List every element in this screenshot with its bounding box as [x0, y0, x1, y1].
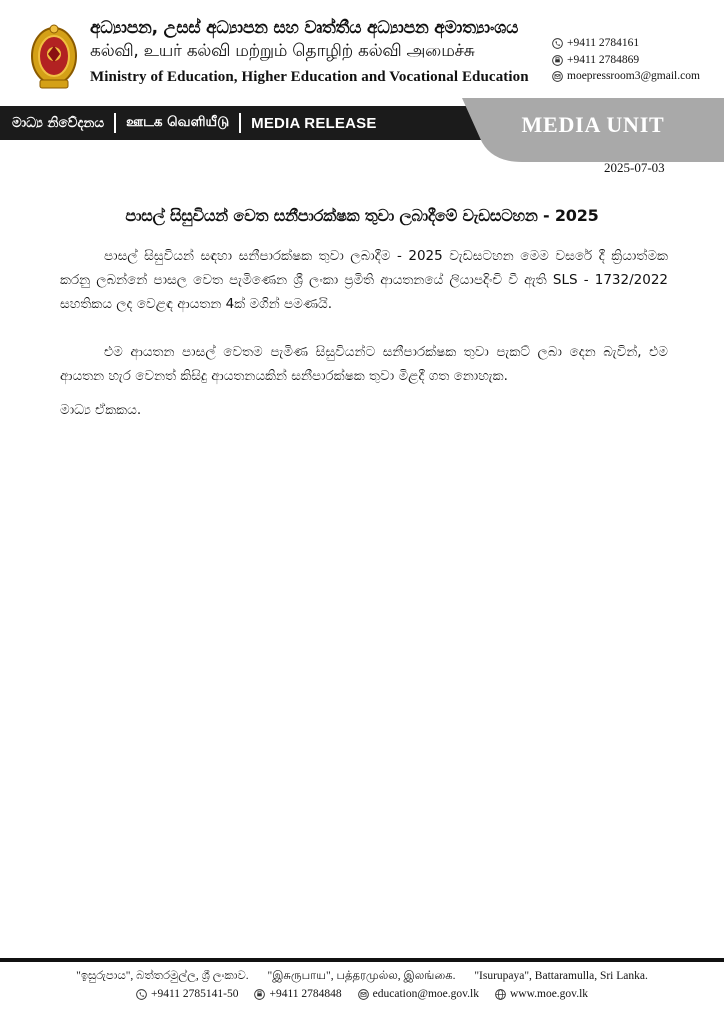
footer-phone-text: +9411 2785141-50: [150, 988, 239, 1000]
body-paragraph-2: එම ආයතන පාසල් වෙතම පැමිණ සිසුවියන්ට සනීපාරක්ෂක තුවා පැකට් ලබා දෙන බැවින්, එම ආයතන හැර වෙනත් කිසිදු ආයතනයකින් සනීපාරක්ෂක තුවා මිළදී ගත නොහැක.: [60, 344, 668, 384]
email-icon: [358, 989, 369, 1000]
letterhead-email-text: moepressroom3@gmail.com: [567, 70, 700, 82]
footer-address-english: "Isurupaya", Battaramulla, Sri Lanka.: [474, 970, 648, 982]
footer-divider: [0, 958, 724, 962]
footer-address-tamil: "இசுருபாய", பத்தரமுல்ல, இலங்கை.: [267, 970, 456, 982]
footer-email-text: education@moe.gov.lk: [372, 988, 479, 1000]
email-icon: [552, 71, 563, 82]
letterhead-phone-text: +9411 2784161: [567, 37, 640, 49]
footer-contacts: [0, 988, 724, 1000]
banner-divider: [239, 113, 241, 133]
ministry-name-sinhala: අධ්‍යාපන, උසස් අධ්‍යාපන සහ වෘත්තීය අධ්‍යාපන අමාත්‍යාංශය: [90, 18, 519, 38]
fax-icon: [254, 989, 265, 1000]
fax-icon: [552, 55, 563, 66]
sri-lanka-emblem-icon: [30, 24, 78, 92]
phone-icon: [136, 989, 147, 1000]
signoff: මාධ්‍ය ඒකකය.: [60, 402, 142, 418]
media-release-label-sinhala: මාධ්‍ය නිවේදනය: [12, 115, 105, 131]
ministry-name-english: Ministry of Education, Higher Education and Vocational Education: [90, 69, 529, 85]
body-paragraph-1: පාසල් සිසුවියන් සඳහා සනීපාරක්ෂක තුවා ලබාදීම - 2025 වැඩසටහන මෙම වසරේ දී ක්‍රියාත්මක කරනු ලබන්නේ පාසල වෙත පැමිණෙන ශ්‍රී ලංකා ප්‍රමිති ආයතනයේ ලියාපදිංචි වී ඇති SLS - 1732/2022 සහතිකය ලද වෙළඳ ආයතන 4ක් මගින් පමණයි.: [60, 248, 668, 312]
ministry-name-tamil: கல்வி, உயர் கல்வி மற்றும் தொழிற் கல்வி அமைச்சு: [90, 41, 475, 61]
release-title: පාසල් සිසුවියන් වෙත සනීපාරක්ෂක තුවා ලබාදීමේ වැඩසටහන - 2025: [125, 206, 599, 225]
release-date: 2025-07-03: [604, 160, 665, 175]
footer-phone: [136, 988, 239, 1000]
media-release-labels: [12, 106, 377, 140]
letterhead-phone: [552, 37, 639, 49]
media-release-label-english: MEDIA RELEASE: [251, 114, 377, 132]
footer-website: [495, 988, 588, 1000]
footer-fax-text: +9411 2784848: [269, 988, 342, 1000]
footer-website-text: www.moe.gov.lk: [509, 988, 589, 1000]
banner-divider: [114, 113, 116, 133]
media-unit-label: MEDIA UNIT: [521, 112, 665, 137]
footer-address: [0, 970, 724, 984]
phone-icon: [552, 38, 563, 49]
globe-icon: [495, 989, 506, 1000]
letterhead-fax: [552, 54, 639, 66]
footer-fax: [254, 988, 341, 1000]
media-release-label-tamil: ஊடக வெளியீடு: [126, 114, 230, 130]
footer-address-sinhala: "ඉසුරුපාය", බත්තරමුල්ල, ශ්‍රී ලංකාව.: [76, 970, 249, 982]
letterhead-email: [552, 70, 700, 82]
footer-email: [358, 988, 479, 1000]
letterhead-fax-text: +9411 2784869: [567, 54, 640, 66]
